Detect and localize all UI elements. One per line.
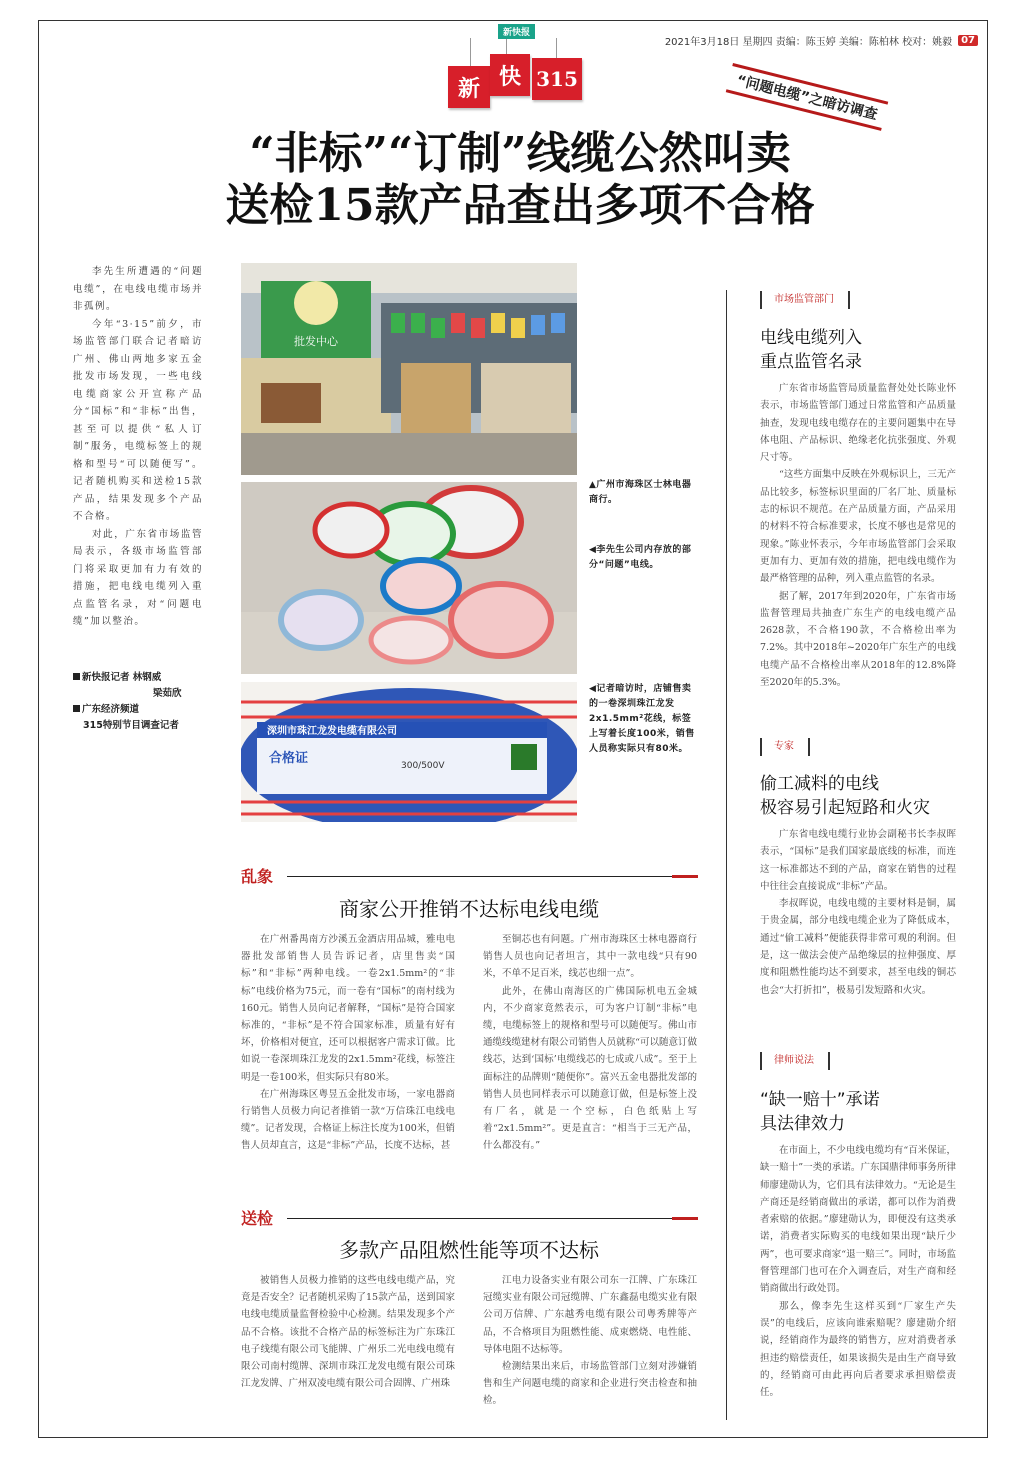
brand-logo [446,24,586,112]
cable-label-company: 深圳市珠江龙发电缆有限公司 [267,726,397,737]
section-rule-accent [672,1217,698,1220]
body-paragraph: “这些方面集中反映在外观标识上，三无产品比较多，标签标识里面的厂名厂址、质量标志的标识不规范。在产品质量方面，产品采用的材料不符合标准要求，长度不够也是常见的现象。”陈业怀表示，今年市场监管部门会采取更加有力、更加有效的措施，把电线电缆作为最严格管理的品种，列入重点监管的名录。 [760,469,956,585]
body-paragraph: 那么，像李先生这样买到“厂家生产失误”的电线后，应该向谁索赔呢？廖建勋介绍说，经销商作为最终的销售方，应对消费者承担违约赔偿责任，如果该损失是由生产商导致的，经销商可由此再向后者要求承担赔偿责任。 [760,1300,956,1399]
body-paragraph: 在市面上，不少电线电缆均有“百米保证，缺一赔十”一类的承诺。广东国鼎律师事务所律师廖建勋认为，它们具有法律效力。“无论是生产商还是经销商做出的承诺，都可以作为消费者索赔的依据。”廖建勋认为，即便没有这类承诺，消费者实际购买的电线如果出现“缺斤少两”，也可要求商家“退一赔三”。同时，市场监督管理部门也可在介入调查后，对生产商和经销商做出行政处罚。 [760,1145,956,1295]
store-photo [241,263,577,475]
byline: 广东经济频道 [82,704,140,715]
body-paragraph: 广东省市场监管局质量监督处处长陈业怀表示，市场监管部门通过日常监管和产品质量抽查，发现电线电缆存在的主要问题集中在导体电阻、产品标识、绝缘老化抗张强度、外观尺寸等。 [760,383,956,464]
cable-rolls-photo [241,482,577,674]
brand-part-2: 快 [490,54,530,96]
right-body-1 [760,380,956,691]
body-paragraph: 检测结果出来后，市场监管部门立刻对涉嫌销售和生产问题电缆的商家和企业进行突击检查和抽检。 [483,1361,697,1407]
right-body-2 [760,826,956,999]
byline: 315特别节目调查记者 [83,720,179,731]
body-paragraph: 江电力设备实业有限公司东一江牌、广东珠江冠缆实业有限公司冠缆牌、广东鑫磊电缆实业有限公司万信牌、广东越秀电缆有限公司粤秀牌等产品，不合格项目为阻燃性能、成束燃烧、电性能、导体电阻不达标等。 [483,1275,697,1355]
right-head-3b: 具法律效力 [760,1114,845,1134]
series-stamp: “问题电缆”之暗访调查 [726,63,889,131]
date-text: 2021年3月18日 星期四 责编：陈玉婷 美编：陈柏林 校对：姚毅 [664,37,953,48]
body-paragraph: 广东省电线电缆行业协会副秘书长李叔晖表示，“国标”是我们国家最底线的标准，而连这一标准都达不到的产品，商家在销售的过程中往往会直接说成“非标”产品。 [760,829,956,892]
right-head-2b: 极容易引起短路和火灾 [760,798,930,818]
brand-hang: 新快报 [498,24,535,39]
brand-part-1: 新 [448,66,490,108]
cable-label-rating: 300/500V [401,761,445,771]
right-head-1b: 重点监管名录 [760,352,862,372]
tag-lawyer: 律师说法 [760,1052,830,1070]
tag-market-regulator: 市场监管部门 [760,291,850,309]
section2-col2 [483,1272,697,1410]
section-label-chaos: 乱象 [241,867,274,886]
body-paragraph: 在广州海珠区粤昱五金批发市场，一家电器商行销售人员极力向记者推销一款“万信珠江电线电缆”。记者发现，合格证上标注长度为100米，但销售人员却直言，这是“非标”产品，长度不达标，甚 [241,1088,455,1152]
headline-line-1: “非标”“订制”线缆公然叫卖 [249,128,791,179]
lead-paragraph: 今年“3·15”前夕，市场监管部门联合记者暗访广州、佛山两地多家五金批发市场发现，一些电线电缆商家公开宣称产品分“国标”和“非标”出售，甚至可以提供“私人订制”服务，电缆标签上的规格和型号“可以随便写”。记者随机购买和送检15款产品，结果发现多个产品不合格。 [73,318,203,522]
section-label-test: 送检 [241,1209,274,1228]
section2-title: 多款产品阻燃性能等项不达标 [339,1238,599,1262]
brand-part-3: 315 [532,58,582,100]
body-paragraph: 李叔晖说，电线电缆的主要材料是铜，属于贵金属，部分电线电缆企业为了降低成本，通过“偷工减料”便能获得非常可观的利润。但是，这一做法会使产品绝缘层的拉伸强度、厚度和阻燃性能均达不到要求，甚至电线的铜芯也会“大打折扣”，极易引发短路和火灾。 [760,898,956,996]
page-number: 07 [958,35,978,46]
section-rule [287,1218,697,1219]
right-head-1a: 电线电缆列入 [760,328,862,348]
section2-col1 [241,1272,455,1392]
caption-store: ▲广州市海珠区士林电器商行。 [589,480,692,505]
date-line [665,33,978,48]
column-divider [726,290,727,1420]
section-rule-accent [672,875,698,878]
lead-paragraph: 对此，广东省市场监管局表示，各级市场监管部门将采取更加有力有效的措施，把电线电缆列入重点监管名录，对“问题电缆”加以整治。 [73,528,203,627]
byline: 新快报记者 林钢威 [82,672,162,683]
lead-text [73,263,203,631]
body-paragraph: 在广州番禺南方沙溪五金酒店用品城，雅电电器批发部销售人员告诉记者，店里售卖“国标”和“非标”两种电线。一卷2x1.5mm²的“非标”电线价格为75元，而一卷有“国标”的南村线为160元。销售人员向记者解释，“国标”是符合国家标准的，“非标”是不符合国家标准，质量有好有坏，价格相对便宜，还可以根据客户需求订做。比如说一卷深圳珠江龙发的2x1.5mm²花线，标签注明是一卷100米，但实际只有80米。 [241,934,455,1083]
caption-label: ◀记者暗访时，店铺售卖的一卷深圳珠江龙发2x1.5mm²花线，标签上写着长度100米，销售人员称实际只有80米。 [589,684,695,754]
right-head-3a: “缺一赔十”承诺 [760,1090,880,1110]
section-rule [287,876,697,877]
store-sign-text: 批发中心 [294,335,338,348]
tag-expert: 专家 [760,738,810,756]
section1-title: 商家公开推销不达标电线电缆 [339,897,599,921]
lead-paragraph: 李先生所遭遇的“问题电缆”，在电线电缆市场并非孤例。 [73,266,203,312]
section1-col2 [483,931,697,1155]
cable-label-photo [241,682,577,822]
bylines [73,670,213,734]
right-head-2a: 偷工减料的电线 [760,774,879,794]
cable-label-cert: 合格证 [269,751,309,766]
caption-rolls: ◀李先生公司内存放的部分“问题”电线。 [589,545,692,570]
body-paragraph: 据了解，2017年到2020年，广东省市场监督管理局共抽查广东生产的电线电缆产品2628款，不合格190款，不合格检出率为7.2%。其中2018年~2020年广东生产的电线电缆产品不合格检出率从2018年的12.8%降至2020年的5.3%。 [760,590,956,689]
byline: 梁茹欣 [153,688,182,699]
body-paragraph: 此外，在佛山南海区的广佛国际机电五金城内，不少商家竟然表示，可为客户订制“非标”电缆，电缆标签上的规格和型号可以随便写。佛山市通缆线缆建材有限公司销售人员就称“可以随意订做线芯，达到‘国标’电缆线芯的七成或八成”。至于上面标注的品牌则“随便你”。富兴五金电器批发部的销售人员也同样表示可以随意订做，但是标签上没有厂名，就是一个空标，白色纸贴上写着“2x1.5mm²”。更是直言：“相当于三无产品，什么都没有。” [483,985,697,1152]
body-paragraph: 至铜芯也有问题。广州市海珠区士林电器商行销售人员也向记者坦言，其中一款电线“只有90米，不单不足百米，线芯也细一点”。 [483,934,697,980]
section1-col1 [241,931,455,1155]
body-paragraph: 被销售人员极力推销的这些电线电缆产品，究竟是否安全？记者随机采购了15款产品，送到国家电线电缆质量监督检验中心检测。结果发现多个产品不合格。该批不合格产品的标签标注为广东珠江电子线缆有限公司飞能牌、广州乐二光电线电缆有限公司南村缆牌、深圳市珠江龙发电缆有限公司珠江龙发牌、广州双凌电缆有限公司合固牌、广州珠 [241,1275,455,1390]
headline-line-2: 送检15款产品查出多项不合格 [225,180,815,231]
right-body-3 [760,1142,956,1401]
